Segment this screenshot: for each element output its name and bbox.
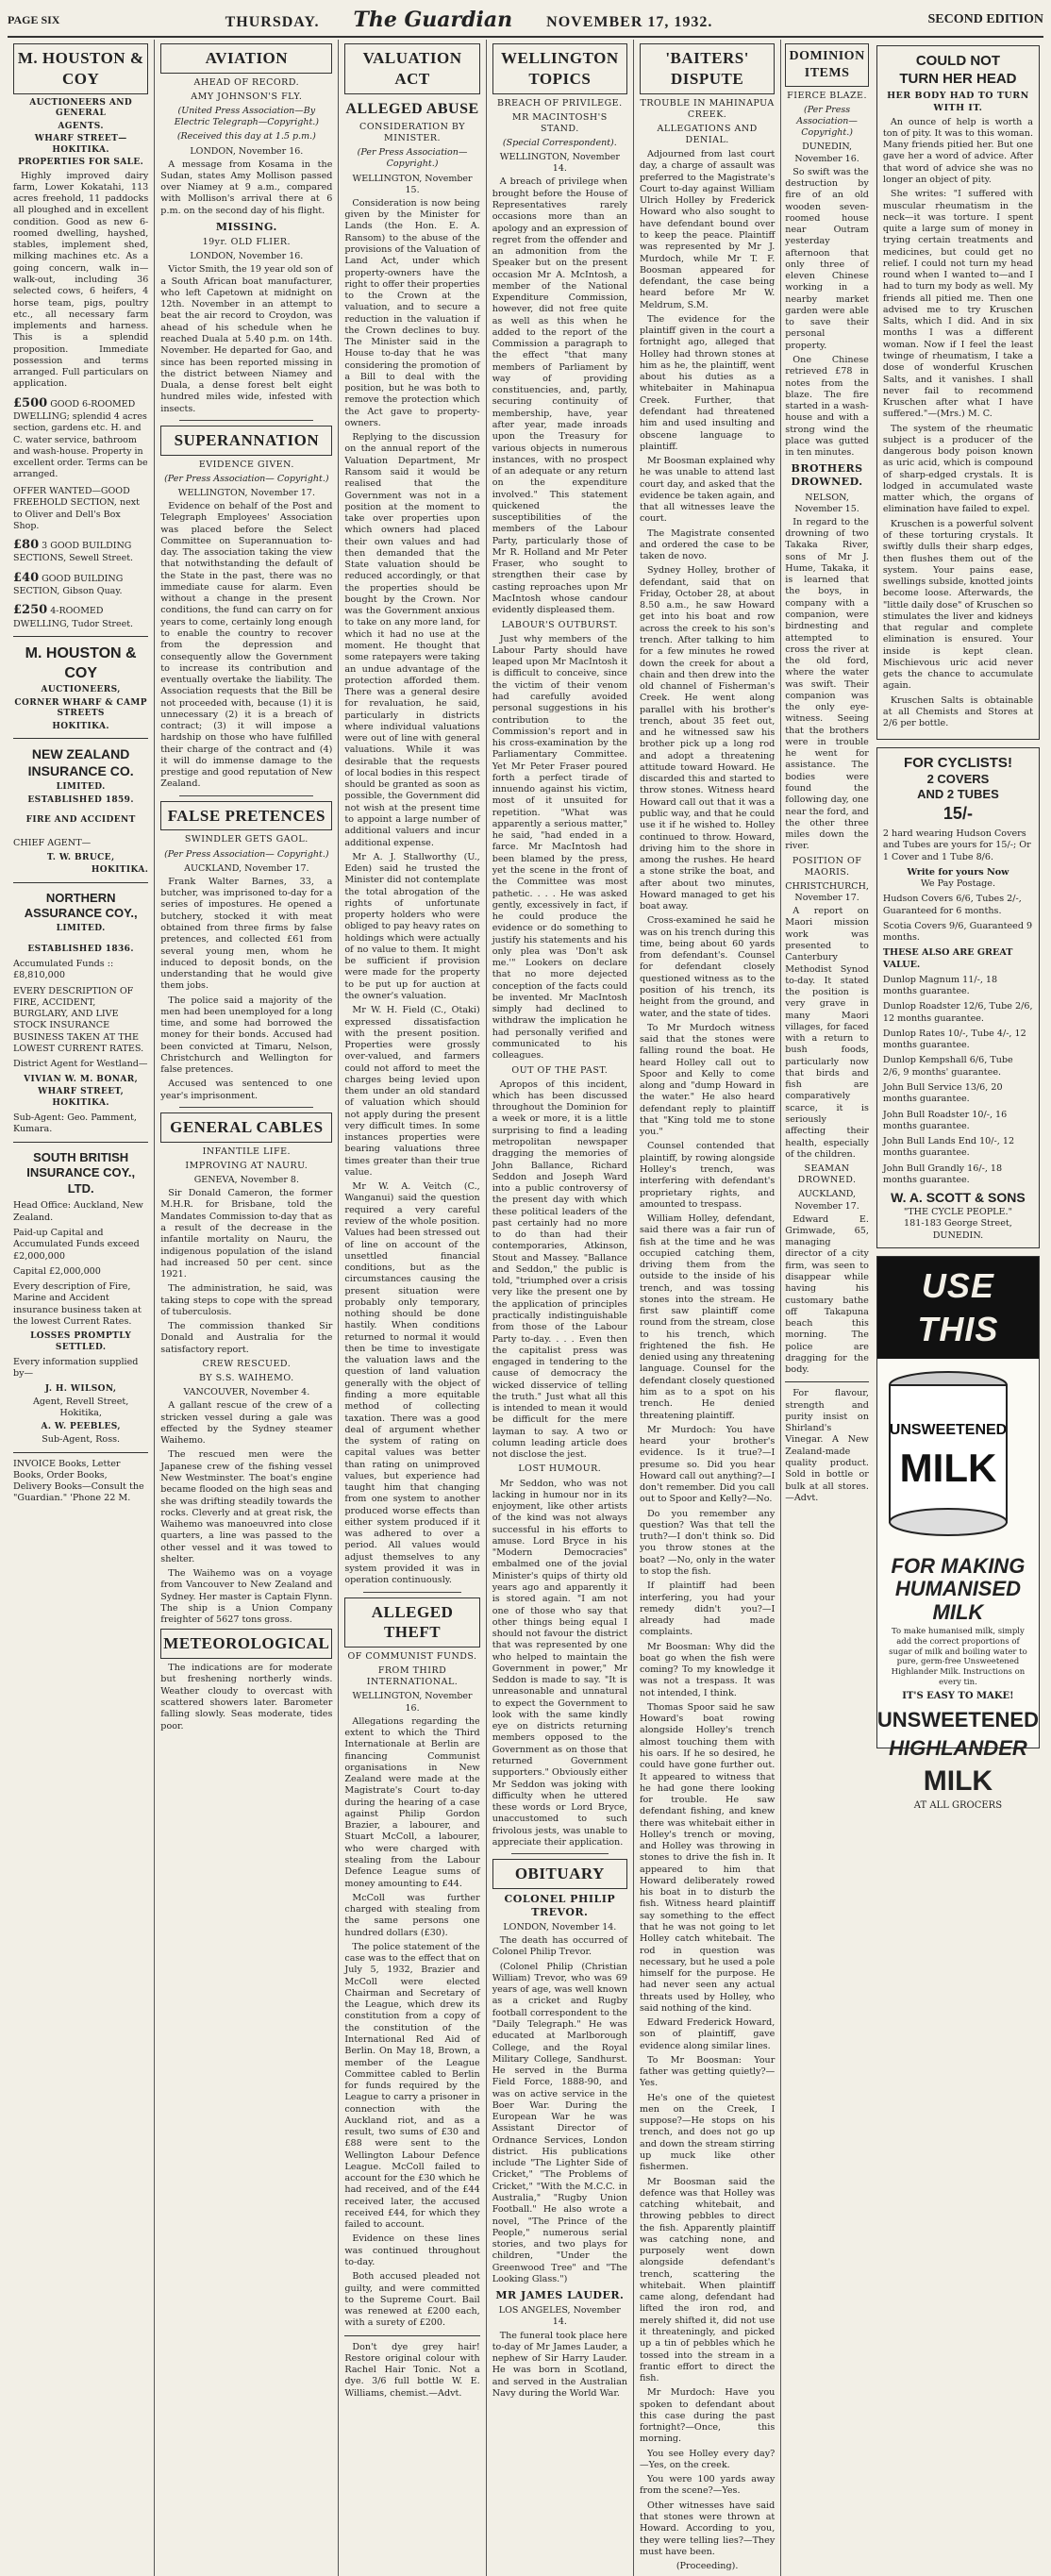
obituary-dateline-2: LOS ANGELES, November 14. xyxy=(498,2305,621,2328)
property-ad-5: £250 4-ROOMED DWELLING, Tudor Street. xyxy=(13,603,134,630)
kruschen-para-3: The system of the rheumatic subject is a producer of the dangerous body poison known as uric acid, which is compound of sharp-edged crystals. It is lodged in accumulated waste matter which, the organs of elimination have failed to expel. xyxy=(882,423,1033,515)
kruschen-para-2: She writes: "I suffered with muscular rheumatism in the neck—it was torture. I spent quite a large sum of money in trying certain treatments and medicines, but could get no relief. I could not turn my head round when I wanted to—and I had to turn my body as well. My friends all pitied me. Then one advised me to try Kruschen Salts, which I did. And in six months I was a different woman. Now if I feel the least twinge of rheumatism, I take a dose of wonderful Kruschen Salts, and it vanishes. I shall never fail to recommend Kruschen after what I have suffered."—(Mrs.) M. C. xyxy=(882,189,1033,420)
column-2 xyxy=(155,40,339,2576)
general-cables-para-3: The commission thanked Sir Donald and Australia for the satisfactory report. xyxy=(160,1321,333,1355)
south-british-desc: Every description of Fire, Marine and Accident insurance business taken at the lowest Current Rates. xyxy=(13,1281,142,1327)
milk-can-icon xyxy=(877,1368,1019,1538)
meteorological-para: The indications are for moderate but freshening northerly winds. Weather cloudy to overcast with scattered showers later. Barometer falling slowly. Seas moderate, tides poor. xyxy=(160,1663,333,1731)
general-cables-sub1: INFANTILE LIFE. xyxy=(202,1146,292,1157)
crew-rescued-sub: CREW RESCUED. xyxy=(202,1358,292,1369)
northern-sub2: ESTABLISHED 1836. xyxy=(27,944,134,954)
cyclists-p14: John Bull Grandly 16/-, 18 months guarantee. xyxy=(882,1163,1003,1185)
obituary-para-3: The funeral took place here to-day of Mr James Lauder, a nephew of Sir Harry Lauder. He was born in Scotland, and served in the Australian Navy during the World War. xyxy=(492,2330,627,2399)
firm-houston-heading-2: M. HOUSTON & COY xyxy=(25,645,137,681)
northern-district: District Agent for Westland— xyxy=(13,1059,148,1070)
baiters-para-18: Mr Boosman said the defence was that Holley was catching whitebait, and throwing pebbles to direct the fish. Apparently plaintiff was catching none, and purposely went down alongside defendant's trench, scattering the whitebait. When plaintiff came along, defendant had lifted the iron rod, and merely shifted it, did not use it threateningly, and picked up a tin of pebbles which he tossed into the stream in a frantic effort to direct the fish. xyxy=(639,2176,776,2384)
column-1 xyxy=(8,40,155,2576)
column-4 xyxy=(487,40,634,2576)
false-pretences-sub: SWINDLER GETS GAOL. xyxy=(184,834,309,845)
property-ad-3: £80 3 GOOD BUILDING SECTIONS, Sewell Street. xyxy=(13,537,134,564)
nz-insurance-heading: NEW ZEALAND INSURANCE CO. xyxy=(27,746,134,779)
masthead-day: THURSDAY. xyxy=(225,14,320,30)
baiters-para-17: He's one of the quietest men on the Creek, I suppose?—He stops on his trench, and does not go up and down the stream stirring up muck like other fishermen. xyxy=(639,2092,776,2173)
cyclists-p1: 2 hard wearing Hudson Covers and Tubes are yours for 15/-; Or 1 Cover and 1 Tube 8/6. xyxy=(882,828,1031,862)
brand-line-3: MILK xyxy=(923,1765,993,1798)
valuation-para-4: Mr W. H. Field (C., Otaki) expressed dissatisfaction with the present position. Properties were grossly over-valued, and farmers could not afford to meet the charges being levied upon them under an old standard of valuation which should not apply during the present very difficult times. In some instances properties were bearing valuations three times greater than their true value. xyxy=(344,1005,480,1178)
wellington-para-3: Apropos of this incident, which has been discussed throughout the Dominion for a week or more, it is a little surprising to find a leading metropolitan newspaper dragging the memories of John Ballance, Richard Seddon and Joseph Ward into a public controversy of the present day with which these political leaders of the past certainly had no more to do than had their contemporaries, Atkinson, Stout and Massey. "Ballance and Seddon," the public is told, "triumphed over a crisis very like the present one by the application of principles practically indistinguishable from those of the Labour Party to-day. . . . Even then the capitalist press was engaged in tendering to the cause of democracy the wicked disservice of telling the truth." Just what all this is intended to mean it would be difficult for the mere layman to say. A two or column leading article does not disclose the jest. xyxy=(492,1079,627,1461)
northern-subagent: Sub-Agent: Geo. Pamment, Kumara. xyxy=(13,1112,137,1135)
baiters-para-8: Counsel contended that plaintiff, by rowing alongside Holley's trench, was interfering with defendant's proprietary rights, and amounted to trespass. xyxy=(639,1141,776,1210)
south-british-agent1: J. H. WILSON, xyxy=(44,1383,117,1394)
valuation-act-heading: VALUATION ACT xyxy=(344,43,479,94)
aviation-dateline-2: LONDON, November 16. xyxy=(190,251,304,262)
vinegar-ad: For flavour, strength and purity insist on Shirland's Vinegar. A New Zealand-made quality product. Sold in bottle or bulk at all stores.—Advt. xyxy=(785,1388,869,1503)
south-british-agent1-addr: Agent, Revell Street, Hokitika, xyxy=(32,1397,129,1419)
superannuation-dateline: WELLINGTON, November 17. xyxy=(177,487,315,498)
property-paragraph: Highly improved dairy farm, Lower Kokatahi, 113 acres freehold, 11 paddocks all ploughed and in excellent condition. Good as new 6-roomed dwelling, hayshed, stables, implement shed, milking machines etc. As a going concern, walk in—walk-out, including 36 selected cows, 6 heifers, 4 horse team, pigs, poultry etc., all necessary farm implements and harness. This is a splendid proposition. Immediate possession and terms arranged. Full particulars on application. xyxy=(13,170,149,390)
baiters-para-20: You see Holley every day?—Yes, on the creek. xyxy=(639,2448,776,2470)
valuation-para-2: Replying to the discussion on the annual report of the Valuation Department, Mr Ransom said it would be realised that the Government was not in a position at the moment to take over properties upon which owners had placed their own values and had then demanded that the State valuation should be reduced accordingly, or that the properties should be bought by the Crown. Nor was the Government anxious to take on any more land, for which it had no use at the moment. He thought that some ratepayers were taking an undue advantage of the protection afforded them. There was a general desire for revaluation, he said, particularly in districts where individual valuations were out of line with general valuations. While it was desirable that the requests of local bodies in this respect should be granted as soon as possible, the Government did not wish at the present time to appoint a large number of additional valuers and incur additional expense. xyxy=(344,432,480,848)
missing-subhead: MISSING. xyxy=(215,221,277,234)
valuation-dateline: WELLINGTON, November 15. xyxy=(352,173,473,195)
dominion-dateline-3: CHRISTCHURCH, November 17. xyxy=(785,880,869,904)
baiters-para-3: Mr Boosman explained why he was unable to attend last court day, and asked that the evidence be taken again, and that all witnesses leave the court. xyxy=(639,456,776,525)
aviation-heading: AVIATION xyxy=(160,43,332,74)
firm-houston-sub2: AGENTS. xyxy=(58,121,104,131)
kruschen-para-4: Kruschen is a powerful solvent of these torturing crystals. It swiftly dulls their sharp edges, then flushes them out of the system. Your pains ease, swellings subside, knotted joints become loose. Afterwards, the "little daily dose" of Kruschen so stimulates the liver and kidneys that regular and complete elimination is ensured. Your inside is kept clean. Mischievous uric acid never gets the chance to accumulate again. xyxy=(882,518,1033,692)
edition-label: SECOND EDITION xyxy=(927,12,1043,26)
south-british-office: Head Office: Auckland, New Zealand. xyxy=(13,1200,143,1223)
cyclists-line-1: 2 COVERS xyxy=(926,771,990,786)
south-british-info: Every information supplied by— xyxy=(13,1357,139,1380)
baiters-dispute-heading: 'BAITERS' DISPUTE xyxy=(640,43,775,94)
nz-insurance-sub2: ESTABLISHED 1859. xyxy=(27,795,134,805)
south-british-cap2: Capital £2,000,000 xyxy=(13,1265,101,1277)
alleged-theft-para-4: Evidence on these lines was continued throughout to-day. xyxy=(344,2233,480,2268)
dominion-para-3: In regard to the drowning of two Takaka River, sons of Mr J. Hume, Takaka, it is learned that the boys, in company with a companion, were birdnesting and attempted to cross the river at the old ford, where the water was swift. Their companion was the only eye-witness. Seeing that the brothers were in trouble he went for assistance. The bodies were found the following day, one near the ford, and the other three miles down the river. xyxy=(785,516,869,852)
aviation-received: (Received this day at 1.5 p.m.) xyxy=(176,131,316,142)
false-pretences-dateline: AUCKLAND, November 17. xyxy=(184,862,309,874)
masthead-date: NOVEMBER 17, 1932. xyxy=(546,14,713,30)
masthead xyxy=(8,4,1043,38)
northern-desc: EVERY DESCRIPTION OF FIRE, ACCIDENT, BURGLARY, AND LIVE STOCK INSURANCE BUSINESS TAKEN AT THE LOWEST CURRENT RATES. xyxy=(13,985,144,1054)
aviation-sub1: AHEAD OF RECORD. xyxy=(193,76,300,88)
obituary-heading: OBITUARY xyxy=(492,1859,627,1889)
general-cables-para-5: The rescued men were the Japanese crew of the fishing vessel New Westminster. The boat's engine became flooded on the high seas and she was drifting steadily towards the rocks. Cleverly and at great risk, the Waihemo was manoeuvred into close quarters, a line was passed to the other vessel and it was towed to shelter. xyxy=(160,1449,333,1564)
alleged-theft-para-5: Both accused pleaded not guilty, and were committed to the Supreme Court. Bail was renewed at £200 each, with a surety of £200. xyxy=(344,2271,480,2329)
cyclists-line-2: AND 2 TUBES xyxy=(917,787,999,802)
false-pretences-para-3: Accused was sentenced to one year's imprisonment. xyxy=(160,1079,333,1101)
false-pretences-para-1: Frank Walter Barnes, 33, a butcher, was imprisoned to-day for a series of impostures. He opened a butchery, stocked it with meat obtained from three firms by false pretences, and collected £61 from several young men, whom he induced to deposit bonds, on the understanding that he would give them jobs. xyxy=(160,876,333,992)
dominion-dateline-2: NELSON, November 15. xyxy=(794,492,859,514)
obituary-lauder-sub: MR JAMES LAUDER. xyxy=(495,2289,625,2302)
aviation-para-1: A message from Kosama in the Sudan, states Amy Mollison passed over Niamey at 9 a.m., compared with Mollison's arrival there at 6 p.m. on the second day of his flight. xyxy=(160,159,333,216)
can-label-2: MILK xyxy=(899,1446,997,1490)
general-cables-para-6: The Waihemo was on a voyage from Vancouver to New Zealand and Sydney. Her master is Captain Flynn. The ship is a Union Company freighter of 5627 tons gross. xyxy=(160,1568,333,1626)
brand-line-1: UNSWEETENED xyxy=(876,1707,1039,1731)
cyclists-p7: Dunlop Magnum 11/-, 18 months guarantee. xyxy=(882,974,998,997)
easy-to-make: IT'S EASY TO MAKE! xyxy=(902,1691,1014,1702)
obituary-para-2: (Colonel Philip (Christian William) Trevor, who was 69 years of age, was well known as a cricket and Rugby football correspondent to the "Daily Telegraph." He was educated at Marlborough College, and the Royal Military College, Sandhurst. He served in the Burma Field Force, 1888-90, and was on active service in the Boer War. During the European War he was Assistant Director of Ordnance Services, London district. His publications include "The Lighter Side of Cricket," "The Problems of Cricket," "With the M.C.C. in Australia," "Rugby Union Football." He also wrote a novel, "The Prince of the People," numerous serial stories, and two plays for children, "Under the Greenwood Tree" and "The Looking Glass.") xyxy=(492,1961,627,2284)
superannuation-heading: SUPERANNATION xyxy=(160,426,332,456)
baiters-para-21: You were 100 yards away from the scene?—Yes. xyxy=(639,2474,776,2497)
kruschen-para-1: An ounce of help is worth a ton of pity. It was to this woman. Many friends pitied her. But one gave her a word of advice. After that word of advice she was no longer an object of pity. xyxy=(882,116,1033,186)
false-pretences-para-2: The police said a majority of the men had been unemployed for a long time, and some had borrowed the money for their bonds. Accused had been convicted at Timaru, Nelson, Christchurch and Wellington for false pretences. xyxy=(160,995,333,1076)
column-5 xyxy=(634,40,781,2576)
firm-houston2-sub3: HOKITIKA. xyxy=(52,721,109,731)
dominion-para-4: A report on Maori mission work was presented to Canterbury Methodist Synod to-day. It stated the position is very grave in many Maori villages, for faced with a return to bush foods, particularly now that birds and fish are comparatively scarce, it is seriously affecting their health, especially of the children. xyxy=(785,906,869,1160)
property-ad-1: £500 GOOD 6-ROOMED DWELLING; splendid 4 acres section, gardens etc. H. and C. water service, bathroom and wash-house. Property in excellent order. Terms can be arranged. xyxy=(13,395,148,480)
aviation-credit: (United Press Association—By Electric Telegraph—Copyright.) xyxy=(174,106,319,128)
dominion-items-block xyxy=(785,43,869,2572)
out-of-past-sub: OUT OF THE PAST. xyxy=(511,1064,609,1076)
labours-outburst-sub: LABOUR'S OUTBURST. xyxy=(501,619,618,630)
firm-houston-sub1: AUCTIONEERS AND GENERAL xyxy=(29,97,133,119)
masthead-title: The Guardian xyxy=(353,8,513,32)
general-cables-para-1: Sir Donald Cameron, the former M.H.R. for Brisbane, told the Mandates Commission to-day that as a result of the decrease in the infantile mortality on Nauru, the indigenous population of the island had increased 50 per cent. since 1921. xyxy=(160,1188,333,1280)
firm-houston-sub3: WHARF STREET—HOKITIKA. xyxy=(34,134,127,155)
general-cables-para-2: The administration, he said, was taking steps to cope with the spread of tuberculosis. xyxy=(160,1283,333,1317)
south-british-losses: LOSSES PROMPTLY SETTLED. xyxy=(30,1331,132,1352)
cyclists-firm-sub: "THE CYCLE PEOPLE." xyxy=(903,1207,1012,1218)
alleged-theft-para-3: The police statement of the case was to the effect that on July 5, 1932, Brazier and McColl were elected Chairman and Secretary of the League, which drew its constitution from a copy of the constitution of the International Red Aid of Berlin. On May 18, Brown, a member of the League Committee cabled to Berlin for funds required by the League to carry a prisoner in connection with the Auckland riot, and as a result, two sums of £30 and £88 were sent to the Wellington Labour Defence League. McColl failed to account for the £30 which he had received, and of the £44 received later, the accused received £44, for which they failed to account. xyxy=(344,1941,480,2231)
alleged-theft-sub1: OF COMMUNIST FUNDS. xyxy=(347,1651,477,1663)
kruschen-sub: HER BODY HAD TO TURN WITH IT. xyxy=(887,91,1029,113)
baiters-para-7: To Mr Murdoch witness said that the stones were falling round the boat. He heard Holley call out to Spoor and Kelly to come along and "dump Howard in the water." He also heard defendant reply to plaintiff that "King told me to stone you." xyxy=(639,1022,776,1138)
northern-sub1: LIMITED. xyxy=(56,924,106,934)
dominion-credit: (Per Press Association— Copyright.) xyxy=(796,104,858,139)
cyclists-p8: Dunlop Roadster 12/6, Tube 2/6, 12 months guarantee. xyxy=(882,1001,1033,1024)
wellington-para-1: A breach of privilege when brought before the House of Representatives rarely occasions more than an apology and an expression of regret from the offender and an admonition from the Speaker but on the present occasion Mr A. McIntosh, a member of the National Expenditure Commission, however, did not free quite as well as this when he added to the report of the Commission a paragraph to the effect "that many members of Parliament by way of providing constituencies, and, partly, securing continuity of membership, have, year after year, made inroads upon the Treasury for various objects in numerous instances, with no prospect of an adequate or any return on the expenditure involved." This statement quickened the susceptibilities of the members of the Labour Party, particularly those of Mr R. Holland and Mr Peter Fraser, who sought to strengthen their case by casting reproaches upon Mr MacIntosh whose candour evidently displeased them. xyxy=(492,176,627,616)
firm-houston-heading: M. HOUSTON & COY xyxy=(13,43,148,94)
column-3 xyxy=(339,40,486,2576)
at-all-grocers: AT ALL GROCERS xyxy=(913,1800,1003,1812)
baiters-para-1: Adjourned from last court day, a charge of assault was preferred to the Magistrate's Court to-day against William Ulrich Holley by Frederick Howard who also sought to have defendant bound over to keep the peace. Plaintiff was represented by Mr J. Murdoch, while Mr T. F. Boosman appeared for defendant, the case being heard before Mr W. Meldrum, S.M. xyxy=(639,149,776,310)
dominion-para-1: So swift was the destruction by fire of an old wooden seven-roomed house near Outram yesterday afternoon that only three of eleven Chinese working in a nearby market garden were able to save their personal property. xyxy=(785,166,869,351)
false-pretences-credit: (Per Press Association— Copyright.) xyxy=(164,848,329,860)
general-cables-sub2: IMPROVING AT NAURU. xyxy=(185,1160,309,1171)
seaman-drowned-sub: SEAMAN DROWNED. xyxy=(797,1163,857,1186)
valuation-para-5: Mr W. A. Veitch (C., Wanganui) said the question required a very careful review of the whole position. Values had been stressed out of line on account of the unsettled financial conditions, but as the circumstances causing the present situation were probably only temporary, nothing should be done hastily. When conditions returned to normal it would then be time to investigate the valuation laws and the question of land valuation generally with the object of finding a more equitable method of collecting taxation. There was a good deal of argument whether the system of rating on capital values was better than rating on unimproved values, but experience had taught him that changing from one system to another produced worse effects than either system produced if it was adhered to over a period. All values would adjust themselves to any system provided it was in operation continuously. xyxy=(344,1181,480,1586)
northern-funds: Accumulated Funds :: £8,810,000 xyxy=(13,959,114,981)
superannuation-para: Evidence on behalf of the Post and Telegraph Employees' Association was placed before the Select Committee on Superannuation to-day. The association taking the view that notwithstanding the default of the State in the past, there was no immediate cause for alarm. Even without a change in the present conditions, the fund can carry on for years to come, certainly long enough to enable the country to recover from the depression and consequently allow the Government to increase its contribution and eventually overtake the liability. The Association requests that the Bill be not proceeded with, because (1) it is unnecessary (2) it is a breach of contract; (3) it will impose a hardship on those who have fulfilled their charge of the contract and (4) it will do immense damage to the prestige and good reputation of New Zealand. xyxy=(160,501,333,790)
northern-agent: VIVIAN W. M. BONAR, xyxy=(24,1074,139,1084)
valuation-sub-heading: ALLEGED ABUSE xyxy=(345,100,479,117)
baiters-para-13: Mr Boosman: Why did the boat go when the fish were coming? To my knowledge it was not a trespass. It was not intended, I think. xyxy=(639,1641,776,1698)
baiters-para-9: William Holley, defendant, said there was a fair run of fish at the time and he was occupied catching them, driving them from the outside to the inside of his trench, and was tossing stones into the stream. He first saw plaintiff come round from the stream, close to his trench, which frightened the fish. He denied using any threatening language. Counsel for the defendant closely questioned him as to a spot on his trench. He denied threatening plaintiff. xyxy=(639,1213,776,1421)
hair-tonic-ad: Don't dye grey hair! Restore original colour with Rachel Hair Tonic. Not a dye. 3/6 full bottle W. E. Williams, chemist.—Advt. xyxy=(344,2341,480,2399)
alleged-theft-sub2: FROM THIRD INTERNATIONAL. xyxy=(366,1665,459,1688)
cyclists-p11: John Bull Service 13/6, 20 months guarantee. xyxy=(882,1082,1003,1105)
columns xyxy=(8,40,1043,2572)
baiters-para-12: If plaintiff had been interfering, you had your remedy didn't you?—I already had made complaints. xyxy=(639,1581,776,1638)
property-ad-2: OFFER WANTED—GOOD FREEHOLD SECTION, next to Oliver and Dell's Box Shop. xyxy=(13,486,140,531)
firm-houston-sub4: PROPERTIES FOR SALE. xyxy=(18,158,144,168)
kruschen-head-1: COULD NOT xyxy=(915,53,1001,69)
maoris-sub: POSITION OF MAORIS. xyxy=(792,855,862,878)
cyclists-ad xyxy=(876,747,1040,1248)
cyclists-heading: FOR CYCLISTS! xyxy=(903,754,1012,771)
northern-assurance-heading: NORTHERN ASSURANCE COY., xyxy=(24,890,138,921)
dominion-dateline-4: AUCKLAND, November 17. xyxy=(794,1189,859,1212)
aviation-dateline-1: LONDON, November 16. xyxy=(190,145,304,157)
wellington-sub1: BREACH OF PRIVILEGE. xyxy=(497,97,623,109)
superannuation-credit: (Per Press Association— Copyright.) xyxy=(164,473,329,484)
valuation-para-3: Mr A. J. Stallworthy (U., Eden) said he trusted the Minister did not contemplate the total abrogation of the rights of unfortunate property holders who were obliged to pay heavy rates on holdings which were actually of no value to them. It might be sufficient if provision were made for the property to be put up for auction at the owner's valuation. xyxy=(344,851,480,1001)
baiters-para-6: Cross-examined he said he was on his trench during this time, being about 60 yards from defendant's. Counsel for defendant closely questioned witness as to the position of his trench, its height from the ground, and water, and the state of tides. xyxy=(639,915,776,1019)
baiters-para-19: Mr Murdoch: Have you spoken to defendant about this case during the past fortnight?—Once, this morning. xyxy=(639,2387,776,2445)
baiters-para-2: The evidence for the plaintiff given in the court a fortnight ago, alleged that Holley had thrown stones at him as he, the plaintiff, went about his duties as a whitebaiter in Mahinapua Creek. Further, that defendant had threatened him and used insulting and obscene language to plaintiff. xyxy=(639,313,776,452)
south-british-agent2-addr: Sub-Agent, Ross. xyxy=(42,1434,121,1446)
dominion-sub1: FIERCE BLAZE. xyxy=(787,90,868,101)
aviation-sub2: AMY JOHNSON'S FLY. xyxy=(191,91,303,102)
general-cables-dateline-2: VANCOUVER, November 4. xyxy=(183,1387,310,1398)
use-this-banner: USE THIS xyxy=(877,1257,1039,1359)
cyclists-p5: Scotia Covers 9/6, Guaranteed 9 months. xyxy=(882,920,1033,944)
nz-insurance-agent-label: CHIEF AGENT— xyxy=(13,837,92,848)
kruschen-ad xyxy=(876,45,1040,740)
wellington-para-2: Just why members of the Labour Party should have leaped upon Mr MacIntosh it is difficult to conceive, since the victim of their venom had carefully avoided personal suggestions in his contribution to the Commission's report and in his cross-examination by the Parliamentary Committee. Yet Mr Peter Fraser poured forth a perfect tirade of innuendo against his victim, most of it unsuited for repetition. "What was apparently a serious matter," he said, "had ended in a farce. Mr MacIntosh had been blamed by the press, yet the scene in the front of the Committee was most pathetic. . . . He was asked gently, excessively in fact, if he could produce the evidence or do something to justify his statements and his only plea was 'Don't ask me.'" Lookers on declare that no more dejected conception of the facts could be invented. Mr MacIntosh simply had declined to withdraw the implication he had personally verified and communicated to his colleagues. xyxy=(492,633,627,1062)
property-ad-4: £40 GOOD BUILDING SECTION, Gibson Quay. xyxy=(13,570,124,597)
nz-insurance-sub3: FIRE AND ACCIDENT xyxy=(25,815,136,826)
nz-insurance-agent-town: HOKITIKA. xyxy=(91,865,149,876)
can-label-1: UNSWEETENED xyxy=(889,1422,1008,1438)
alleged-theft-para-1: Allegations regarding the extent to which the Third Internationale at Berlin are financing Communist organisations in New Zealand were made at the Magistrate's Court to-day during the hearing of a case against Philip Gordon Brazier, a labourer, and Stuart McColl, a labourer, who were charged with stealing from the Labour Defence League sums of money amounting to £44. xyxy=(344,1715,480,1889)
baiters-para-5: Sydney Holley, brother of defendant, said that on Friday, October 28, at about 8.50 a.m., he saw Howard get into his boat and row across the creek to his son's trench. After talking to him for a few minutes he rowed down the creek for about a chain and then drew into the old channel of Fisherman's Creek. He went along parallel with his brother's trench, about 35 feet out, and he witnessed saw his brother pick up a long rod and adopt a threatening attitude toward Howard. He discarded this and started to throw stones. Witness heard Howard call out that it was a public way, and that he could use it if he wished to. Holley continued to throw. Howard, driving him to the shore in among the rushes. He heard a stone strike the boat, and after about two minutes, Howard managed to get his boat away. xyxy=(639,565,776,912)
cyclists-addr: 181-183 George Street, DUNEDIN. xyxy=(904,1218,1012,1241)
cyclists-price: 15/- xyxy=(943,803,973,823)
wellington-topics-heading: WELLINGTON TOPICS xyxy=(492,43,627,94)
baiters-para-10: Mr Murdoch: You have heard your brother's evidence. Is it true?—I presume so. Did you hear Howard call out anything?—I don't remember. Did you call out to Spoor and Kelly?—No. xyxy=(639,1424,776,1505)
valuation-sub2: CONSIDERATION BY MINISTER. xyxy=(359,121,466,144)
baiters-para-22: Other witnesses have said that stones were thrown at Howard. According to you, they were telling lies?—They must have been. xyxy=(639,2500,776,2557)
dominion-items-heading: DOMINION ITEMS xyxy=(785,43,869,87)
cyclists-p13: John Bull Lands End 10/-, 12 months guarantee. xyxy=(882,1136,1015,1159)
baiters-para-14: Thomas Spoor said he saw Howard's boat rowing alongside Holley's trench almost touching them with his oars. If he so desired, he could have gone further out. It appeared to witness that he had gone there looking for trouble. He saw defendant fishing, and knew there was whitebait either in Holley's trench or moving, and Holley was throwing in stones to drive the fish in. It appeared to him that Howard deliberately rowed his boat in to disturb the fish. Witness heard plaintiff say something to the effect that he was not going to let Holley catch whitebait. The rod in question was necessary, but he used a pole himself for the purpose. He had never seen any actual threats used by Holley, who said nothing of the kind. xyxy=(639,1701,776,2014)
wellington-para-4: Mr Seddon, who was not lacking in humour nor in its enjoyment, like other artists of the kind was not always successful in his efforts to amuse. Lord Bryce in his "Modern Democracies" embalmed one of the jovial Minister's quips of thirty old years ago and apparently it is stored again. "I am not one of those who say that other things being equal I should not favour the district that was represented by one who helped to maintain the Government in power," Mr Seddon is made to say. "It is unreasonable and unnatural to expect the Government to look with the same kindly eye on districts returning members opposed to the Government as on those that returned Government supporters." Obviously either Mr Seddon was joking with difficulty when he uttered these words or Lord Bryce, unaccustomed to such frivolous jests, was unable to appreciate their application. xyxy=(492,1478,627,1848)
missing-subhead-2: 19yr. OLD FLIER. xyxy=(202,237,292,248)
baiters-para-11: Do you remember any question? Was that tell the truth?—I don't think so. Did you throw stones at the boat? —No, only in the water to stop the fish. xyxy=(639,1508,776,1577)
firm-houston2-sub2: CORNER WHARF & CAMP STREETS xyxy=(14,697,147,719)
humanised-milk-text: To make humanised milk, simply add the correct proportions of sugar of milk and boiling water to pure, germ-free Unsweetened Highlander Milk. Instructions on every tin. xyxy=(889,1626,1027,1688)
alleged-theft-dateline: WELLINGTON, November 16. xyxy=(352,1691,473,1714)
cyclists-p12: John Bull Roadster 10/-, 16 months guarantee. xyxy=(882,1109,1008,1131)
page-number: PAGE SIX xyxy=(8,12,60,26)
dominion-para-2: One Chinese retrieved £78 in notes from the blaze. The fire started in a wash-house and with a strong wind the place was gutted in ten minutes. xyxy=(785,355,869,459)
lost-humour-sub: LOST HUMOUR. xyxy=(518,1464,602,1475)
general-cables-para-4: A gallant rescue of the crew of a stricken vessel during a gale was effected by the Sydney steamer Waihemo. xyxy=(160,1400,333,1447)
firm-houston2-sub1: AUCTIONEERS, xyxy=(41,685,121,695)
humanised-milk-heading: FOR MAKING HUMANISED MILK xyxy=(891,1554,1026,1624)
south-british-heading: SOUTH BRITISH INSURANCE COY., LTD. xyxy=(26,1149,136,1196)
baiters-para-16: To Mr Boosman: Your father was getting quietly?—Yes. xyxy=(639,2054,776,2089)
valuation-credit: (Per Press Association— Copyright.) xyxy=(357,147,468,170)
alleged-theft-para-2: McColl was further charged with stealing from the same persons one hundred dollars (£30). xyxy=(344,1892,480,1938)
baiters-sub1: TROUBLE IN MAHINAPUA CREEK. xyxy=(640,97,775,120)
general-cables-heading: GENERAL CABLES xyxy=(160,1112,332,1143)
obituary-para-1: The death has occurred of Colonel Philip Trevor. xyxy=(492,1935,627,1958)
obituary-dateline-1: LONDON, November 14. xyxy=(503,1922,617,1932)
dominion-para-5: Edward E. Grimwade, 65, managing director of a city firm, was seen to disappear while having his customary bathe off Takapuna beach this morning. The police are dragging for the body. xyxy=(785,1213,869,1376)
false-pretences-heading: FALSE PRETENCES xyxy=(160,801,332,831)
wellington-credit: (Special Correspondent). xyxy=(502,137,617,148)
wellington-sub2: MR MACINTOSH'S STAND. xyxy=(511,111,608,134)
baiters-sub2: ALLEGATIONS AND DENIAL. xyxy=(657,123,758,145)
aviation-para-2: Victor Smith, the 19 year old son of a South African boat manufacturer, who left Capetown at midnight on 12th. November in an attempt to beat the air record to Croydon, was ahead of his schedule when he reached Duala at 5.40 p.m. on 14th. November. He departed for Gao, and since has been reported missing in the district between Niamey and Duala, a dense forest belt eight hundred miles wide, infested with insects. xyxy=(160,264,333,414)
cyclists-p2: Write for yours Now xyxy=(907,866,1009,878)
south-british-agent2: A. W. PEEBLES, xyxy=(41,1421,121,1431)
south-british-cap1: Paid-up Capital and Accumulated Funds exceed £2,000,000 xyxy=(13,1227,140,1262)
column-6 xyxy=(781,40,1043,2576)
obituary-trevor-sub: COLONEL PHILIP TREVOR. xyxy=(504,1892,616,1918)
nz-insurance-agent-name: T. W. BRUCE, xyxy=(46,852,115,862)
highlander-milk-ad xyxy=(876,1256,1040,1812)
wellington-dateline: WELLINGTON, November 14. xyxy=(499,152,620,175)
crew-rescued-sub2: BY S.S. WAIHEMO. xyxy=(199,1373,294,1384)
baiters-para-15: Edward Frederick Howard, son of plaintiff, gave evidence along similar lines. xyxy=(639,2017,776,2051)
brothers-drowned-sub: BROTHERS DROWNED. xyxy=(791,462,863,489)
superannuation-sub: EVIDENCE GIVEN. xyxy=(198,459,294,470)
invoice-books-ad: INVOICE Books, Letter Books, Order Books, Delivery Books—Consult the "Guardian." 'Phone 22 M. xyxy=(13,1458,144,1504)
meteorological-heading: METEOROLOGICAL xyxy=(160,1629,332,1659)
cyclists-p10: Dunlop Kempshall 6/6, Tube 2/6, 9 months' guarantee. xyxy=(882,1055,1013,1078)
brand-line-2: HIGHLANDER xyxy=(889,1736,1027,1761)
valuation-para-1: Consideration is now being given by the Minister for Lands (the Hon. E. A. Ransom) to the abuse of the provisions of the Valuation of Land Act, under which property-owners have the right to offer their properties to the Crown at the valuation, and to secure a reduction in the valuation if the Crown declines to buy. The Minister said in the House to-day that he was considering the promotion of a Bill to deal with the position, but he was both to remove the protection which the Act gave to property-owners. xyxy=(344,197,480,428)
nz-insurance-sub1: LIMITED. xyxy=(56,781,106,792)
alleged-theft-heading: ALLEGED THEFT xyxy=(344,1597,479,1648)
kruschen-para-5: Kruschen Salts is obtainable at all Chemists and Stores at 2/6 per bottle. xyxy=(882,694,1033,729)
cyclists-p6: THESE ALSO ARE GREAT VALUE. xyxy=(882,947,1013,970)
cyclists-p9: Dunlop Rates 10/-, Tube 4/-, 12 months guarantee. xyxy=(882,1028,1026,1051)
dominion-dateline-1: DUNEDIN, November 16. xyxy=(794,142,859,164)
general-cables-dateline-1: GENEVA, November 8. xyxy=(193,1175,299,1186)
cyclists-p3: We Pay Postage. xyxy=(920,878,996,890)
ads-block xyxy=(876,43,1040,2572)
cyclists-p4: Hudson Covers 6/6, Tubes 2/-, Guaranteed for 6 months. xyxy=(882,894,1022,916)
northern-addr: WHARF STREET, HOKITIKA. xyxy=(38,1087,125,1108)
baiters-para-4: The Magistrate consented and ordered the case to be taken de novo. xyxy=(639,527,776,562)
kruschen-head-2: TURN HER HEAD xyxy=(899,71,1017,88)
cyclists-firm: W. A. SCOTT & SONS xyxy=(891,1190,1026,1206)
baiters-proceeding: (Proceeding). xyxy=(676,2561,739,2572)
